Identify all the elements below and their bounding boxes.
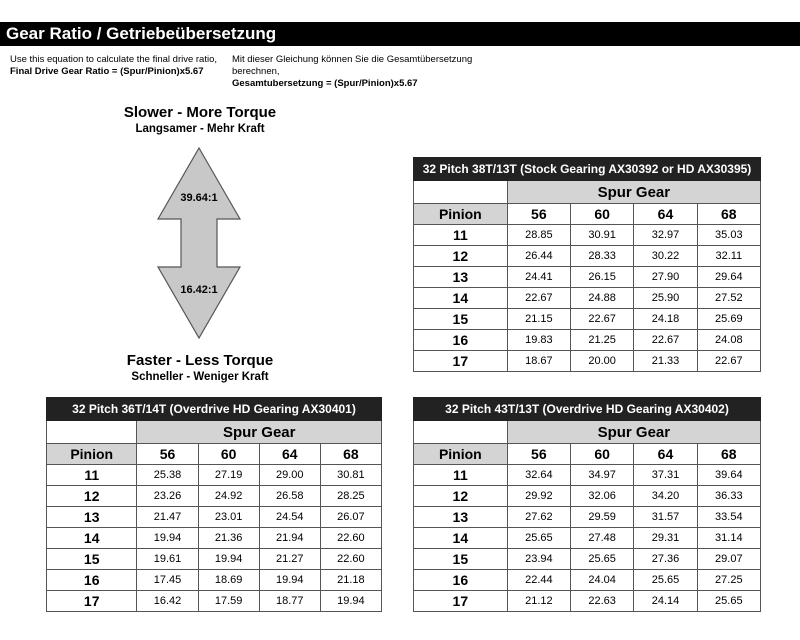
spur-column-header: 68 <box>697 444 760 465</box>
spur-column-header: 60 <box>198 444 259 465</box>
spur-gear-header: Spur Gear <box>507 421 760 444</box>
table-row <box>47 465 382 486</box>
pinion-cell: 13 <box>414 507 508 528</box>
table-row <box>414 528 761 549</box>
ratio-cell: 25.38 <box>137 465 198 486</box>
table-corner <box>414 421 508 444</box>
ratio-cell: 21.12 <box>507 591 570 612</box>
ratio-cell: 24.14 <box>634 591 697 612</box>
table-row <box>414 570 761 591</box>
ratio-cell: 23.01 <box>198 507 259 528</box>
table-row <box>47 507 382 528</box>
ratio-cell: 27.36 <box>634 549 697 570</box>
ratio-cell: 19.94 <box>259 570 320 591</box>
spur-column-header: 64 <box>634 444 697 465</box>
ratio-cell: 34.20 <box>634 486 697 507</box>
pinion-cell: 11 <box>414 225 508 246</box>
table-row <box>47 570 382 591</box>
ratio-cell: 21.27 <box>259 549 320 570</box>
pinion-cell: 14 <box>414 288 508 309</box>
ratio-cell: 39.64 <box>697 465 760 486</box>
ratio-cell: 27.52 <box>697 288 760 309</box>
intro-german-text: Mit dieser Gleichung können Sie die Gesamtübersetzung <box>232 54 473 65</box>
ratio-cell: 31.14 <box>697 528 760 549</box>
pinion-cell: 17 <box>414 591 508 612</box>
spur-column-header: 68 <box>320 444 381 465</box>
ratio-cell: 29.64 <box>697 267 760 288</box>
ratio-cell: 29.59 <box>571 507 634 528</box>
intro-english <box>10 54 230 78</box>
ratio-cell: 24.04 <box>571 570 634 591</box>
ratio-cell: 24.54 <box>259 507 320 528</box>
intro-german <box>232 54 492 90</box>
spur-column-header: 56 <box>137 444 198 465</box>
pinion-cell: 15 <box>414 309 508 330</box>
ratio-cell: 24.88 <box>571 288 634 309</box>
table-row <box>414 288 761 309</box>
ratio-cell: 29.07 <box>697 549 760 570</box>
faster-german: Schneller - Weniger Kraft <box>131 371 269 383</box>
table-corner <box>414 181 508 204</box>
ratio-cell: 22.67 <box>634 330 697 351</box>
ratio-cell: 21.33 <box>634 351 697 372</box>
ratio-cell: 21.15 <box>507 309 570 330</box>
ratio-cell: 17.59 <box>198 591 259 612</box>
ratio-cell: 24.08 <box>697 330 760 351</box>
spur-column-header: 64 <box>259 444 320 465</box>
double-arrow-icon <box>155 147 243 340</box>
ratio-cell: 20.00 <box>571 351 634 372</box>
pinion-cell: 17 <box>47 591 137 612</box>
table-row <box>414 591 761 612</box>
ratio-cell: 22.67 <box>507 288 570 309</box>
ratio-cell: 16.42 <box>137 591 198 612</box>
ratio-cell: 19.94 <box>198 549 259 570</box>
ratio-cell: 27.25 <box>697 570 760 591</box>
ratio-cell: 18.69 <box>198 570 259 591</box>
ratio-cell: 27.19 <box>198 465 259 486</box>
ratio-cell: 21.47 <box>137 507 198 528</box>
table-row <box>414 465 761 486</box>
intro-german-text-2: berechnen, <box>232 66 280 77</box>
slower-caption <box>80 104 320 136</box>
ratio-cell: 33.54 <box>697 507 760 528</box>
intro-german-formula: Gesamtubersetzung = (Spur/Pinion)x5.67 <box>232 78 418 89</box>
ratio-cell: 35.03 <box>697 225 760 246</box>
ratio-cell: 31.57 <box>634 507 697 528</box>
ratio-cell: 30.22 <box>634 246 697 267</box>
ratio-cell: 17.45 <box>137 570 198 591</box>
pinion-header: Pinion <box>414 444 508 465</box>
ratio-cell: 25.65 <box>634 570 697 591</box>
pinion-cell: 14 <box>47 528 137 549</box>
ratio-cell: 26.58 <box>259 486 320 507</box>
table-row <box>414 549 761 570</box>
ratio-cell: 23.26 <box>137 486 198 507</box>
table-row <box>414 267 761 288</box>
ratio-cell: 29.31 <box>634 528 697 549</box>
pinion-cell: 16 <box>47 570 137 591</box>
ratio-cell: 27.48 <box>571 528 634 549</box>
ratio-cell: 21.25 <box>571 330 634 351</box>
top-ratio-label: 39.64:1 <box>180 192 218 204</box>
ratio-cell: 19.61 <box>137 549 198 570</box>
ratio-cell: 22.67 <box>571 309 634 330</box>
table-corner <box>47 421 137 444</box>
spur-gear-header: Spur Gear <box>507 181 760 204</box>
ratio-cell: 29.00 <box>259 465 320 486</box>
page-title: Gear Ratio / Getriebeübersetzung <box>0 22 800 46</box>
ratio-cell: 25.65 <box>507 528 570 549</box>
faster-caption <box>80 352 320 384</box>
pinion-cell: 14 <box>414 528 508 549</box>
table-caption: 32 Pitch 38T/13T (Stock Gearing AX30392 or HD AX30395) <box>414 158 761 181</box>
ratio-cell: 29.92 <box>507 486 570 507</box>
spur-column-header: 68 <box>697 204 760 225</box>
ratio-cell: 32.97 <box>634 225 697 246</box>
ratio-cell: 28.85 <box>507 225 570 246</box>
ratio-cell: 22.63 <box>571 591 634 612</box>
table-row <box>414 246 761 267</box>
table-row <box>47 528 382 549</box>
ratio-cell: 22.67 <box>697 351 760 372</box>
ratio-cell: 22.44 <box>507 570 570 591</box>
ratio-cell: 22.60 <box>320 528 381 549</box>
ratio-cell: 21.94 <box>259 528 320 549</box>
slower-english: Slower - More Torque <box>123 104 277 121</box>
pinion-cell: 15 <box>47 549 137 570</box>
pinion-header: Pinion <box>47 444 137 465</box>
faster-english: Faster - Less Torque <box>126 352 274 369</box>
spur-column-header: 60 <box>571 204 634 225</box>
ratio-cell: 24.92 <box>198 486 259 507</box>
ratio-cell: 25.65 <box>697 591 760 612</box>
arrow-shape <box>158 148 240 338</box>
table-row <box>414 507 761 528</box>
ratio-cell: 32.06 <box>571 486 634 507</box>
spur-column-header: 56 <box>507 444 570 465</box>
table-caption: 32 Pitch 43T/13T (Overdrive HD Gearing AX30402) <box>414 398 761 421</box>
spur-gear-header: Spur Gear <box>137 421 382 444</box>
ratio-cell: 18.67 <box>507 351 570 372</box>
ratio-cell: 37.31 <box>634 465 697 486</box>
ratio-cell: 28.25 <box>320 486 381 507</box>
pinion-cell: 12 <box>47 486 137 507</box>
table-row <box>414 486 761 507</box>
ratio-cell: 19.83 <box>507 330 570 351</box>
ratio-cell: 32.64 <box>507 465 570 486</box>
spur-column-header: 60 <box>571 444 634 465</box>
pinion-cell: 16 <box>414 570 508 591</box>
pinion-cell: 11 <box>47 465 137 486</box>
pinion-cell: 15 <box>414 549 508 570</box>
table-row <box>414 351 761 372</box>
ratio-cell: 36.33 <box>697 486 760 507</box>
pinion-cell: 12 <box>414 486 508 507</box>
gear-table-36t-14t <box>46 397 382 612</box>
ratio-cell: 21.36 <box>198 528 259 549</box>
ratio-cell: 21.18 <box>320 570 381 591</box>
pinion-cell: 13 <box>414 267 508 288</box>
table-row <box>47 486 382 507</box>
ratio-cell: 32.11 <box>697 246 760 267</box>
table-row <box>414 225 761 246</box>
pinion-cell: 13 <box>47 507 137 528</box>
table-row <box>414 330 761 351</box>
pinion-header: Pinion <box>414 204 508 225</box>
spur-column-header: 56 <box>507 204 570 225</box>
ratio-cell: 30.81 <box>320 465 381 486</box>
ratio-cell: 23.94 <box>507 549 570 570</box>
ratio-cell: 24.18 <box>634 309 697 330</box>
spur-column-header: 64 <box>634 204 697 225</box>
ratio-cell: 25.65 <box>571 549 634 570</box>
pinion-cell: 11 <box>414 465 508 486</box>
ratio-cell: 27.62 <box>507 507 570 528</box>
ratio-cell: 19.94 <box>320 591 381 612</box>
ratio-cell: 19.94 <box>137 528 198 549</box>
ratio-cell: 22.60 <box>320 549 381 570</box>
table-caption: 32 Pitch 36T/14T (Overdrive HD Gearing AX30401) <box>47 398 382 421</box>
ratio-cell: 25.69 <box>697 309 760 330</box>
ratio-cell: 34.97 <box>571 465 634 486</box>
gear-table-43t-13t <box>413 397 761 612</box>
ratio-cell: 26.44 <box>507 246 570 267</box>
ratio-cell: 30.91 <box>571 225 634 246</box>
table-row <box>47 591 382 612</box>
gear-table-38t-13t <box>413 157 761 372</box>
ratio-cell: 24.41 <box>507 267 570 288</box>
table-row <box>47 549 382 570</box>
ratio-cell: 28.33 <box>571 246 634 267</box>
slower-german: Langsamer - Mehr Kraft <box>135 123 265 135</box>
ratio-cell: 26.15 <box>571 267 634 288</box>
intro-english-formula: Final Drive Gear Ratio = (Spur/Pinion)x5.67 <box>10 66 204 77</box>
pinion-cell: 16 <box>414 330 508 351</box>
pinion-cell: 12 <box>414 246 508 267</box>
bottom-ratio-label: 16.42:1 <box>180 284 218 296</box>
table-row <box>414 309 761 330</box>
intro-english-text: Use this equation to calculate the final drive ratio, <box>10 54 218 65</box>
ratio-cell: 27.90 <box>634 267 697 288</box>
pinion-cell: 17 <box>414 351 508 372</box>
ratio-cell: 26.07 <box>320 507 381 528</box>
ratio-cell: 18.77 <box>259 591 320 612</box>
ratio-cell: 25.90 <box>634 288 697 309</box>
